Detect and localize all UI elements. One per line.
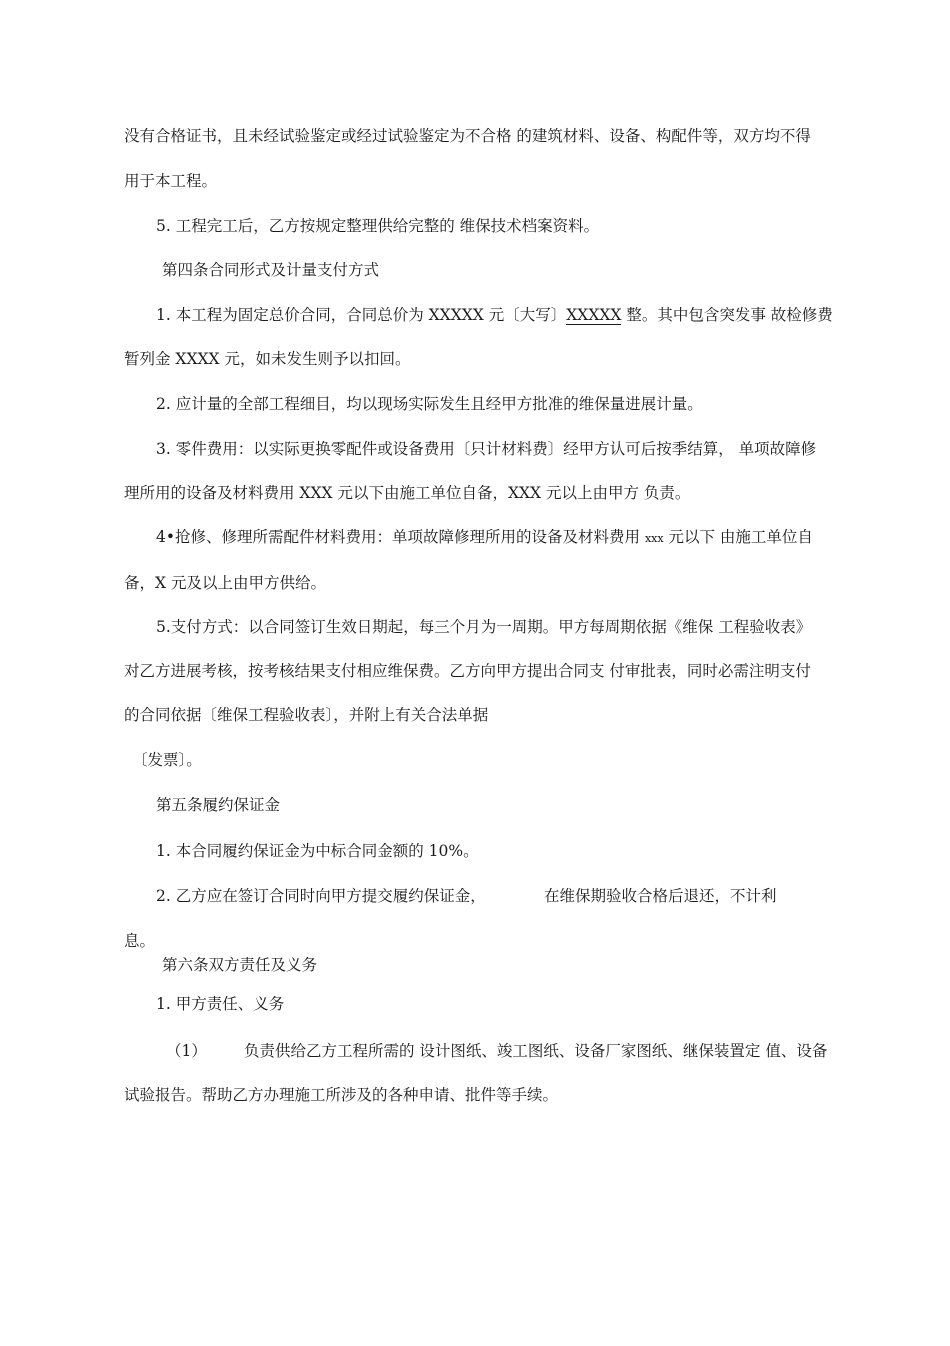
list-item-3: 3. 零件费用：以实际更换零配件或设备费用〔只计材料费〕经甲方认可后按季结算， 单项故障修	[156, 440, 817, 458]
list-item-2	[156, 886, 486, 906]
text-line: 对乙方进展考核，按考核结果支付相应维保费。乙方向甲方提出合同支 付审批表，同时必需注明支付	[124, 662, 811, 680]
list-item-2: 2. 应计量的全部工程细目，均以现场实际发生且经甲方批准的维保量进展计量。	[156, 395, 703, 413]
text-line: 〔发票〕。	[132, 751, 202, 769]
text-span: 整。其中包含突发事 故检修费	[621, 306, 833, 324]
list-item-5: 5.支付方式：以合同签订生效日期起，每三个月为一周期。甲方每周期依据《维保 工程验收表》	[156, 618, 812, 636]
sub-item-number: （1）	[166, 1042, 207, 1060]
list-item-1: 1. 本合同履约保证金为中标合同金额的 10%。	[156, 842, 479, 860]
list-item-1	[156, 305, 833, 325]
text-line: 暂列金 XXXX 元，如未发生则予以扣回。	[124, 350, 411, 368]
text-line: 在维保期验收合格后退还，不计利	[544, 887, 777, 905]
text-line: 试验报告。帮助乙方办理施工所涉及的各种申请、批件等手续。	[124, 1086, 559, 1104]
text-line: 的合同依据〔维保工程验收表〕，并附上有关合法单据	[124, 706, 489, 724]
section-heading-4: 第四条合同形式及计量支付方式	[162, 261, 380, 279]
text-line: 备，X 元及以上由甲方供给。	[124, 574, 326, 592]
text-line: 没有合格证书，且未经试验鉴定或经过试验鉴定为不合格 的建筑材料、设备、构配件等，双方均不得	[124, 127, 811, 145]
text-span: 元以下 由施工单位自	[663, 528, 813, 546]
section-heading-6: 第六条双方责任及义务	[162, 956, 318, 974]
small-placeholder: xxx	[644, 532, 664, 545]
list-item-5: 5. 工程完工后，乙方按规定整理供给完整的 维保技术档案资料。	[156, 217, 600, 235]
text-line: 息。	[124, 932, 156, 950]
text-span: 1. 本工程为固定总价合同，合同总价为 XXXXX 元〔大写〕	[156, 306, 567, 324]
text-span: 2. 乙方应在签订合同时向甲方提交履约保证金，	[156, 887, 486, 905]
text-line: 理所用的设备及材料费用 XXX 元以下由施工单位自备，XXX 元以上由甲方 负责。	[124, 484, 691, 502]
text-line: 负责供给乙方工程所需的 设计图纸、竣工图纸、设备厂家图纸、继保装置定 值、设备	[244, 1042, 828, 1060]
list-item-1: 1. 甲方责任、义务	[156, 995, 285, 1013]
underlined-amount: XXXXX	[566, 306, 622, 324]
text-line: 用于本工程。	[124, 172, 218, 190]
section-heading-5: 第五条履约保证金	[156, 796, 281, 814]
text-span: 4•抢修、修理所需配件材料费用：单项故障修理所用的设备及材料费用	[156, 528, 645, 546]
list-item-4	[156, 527, 813, 549]
